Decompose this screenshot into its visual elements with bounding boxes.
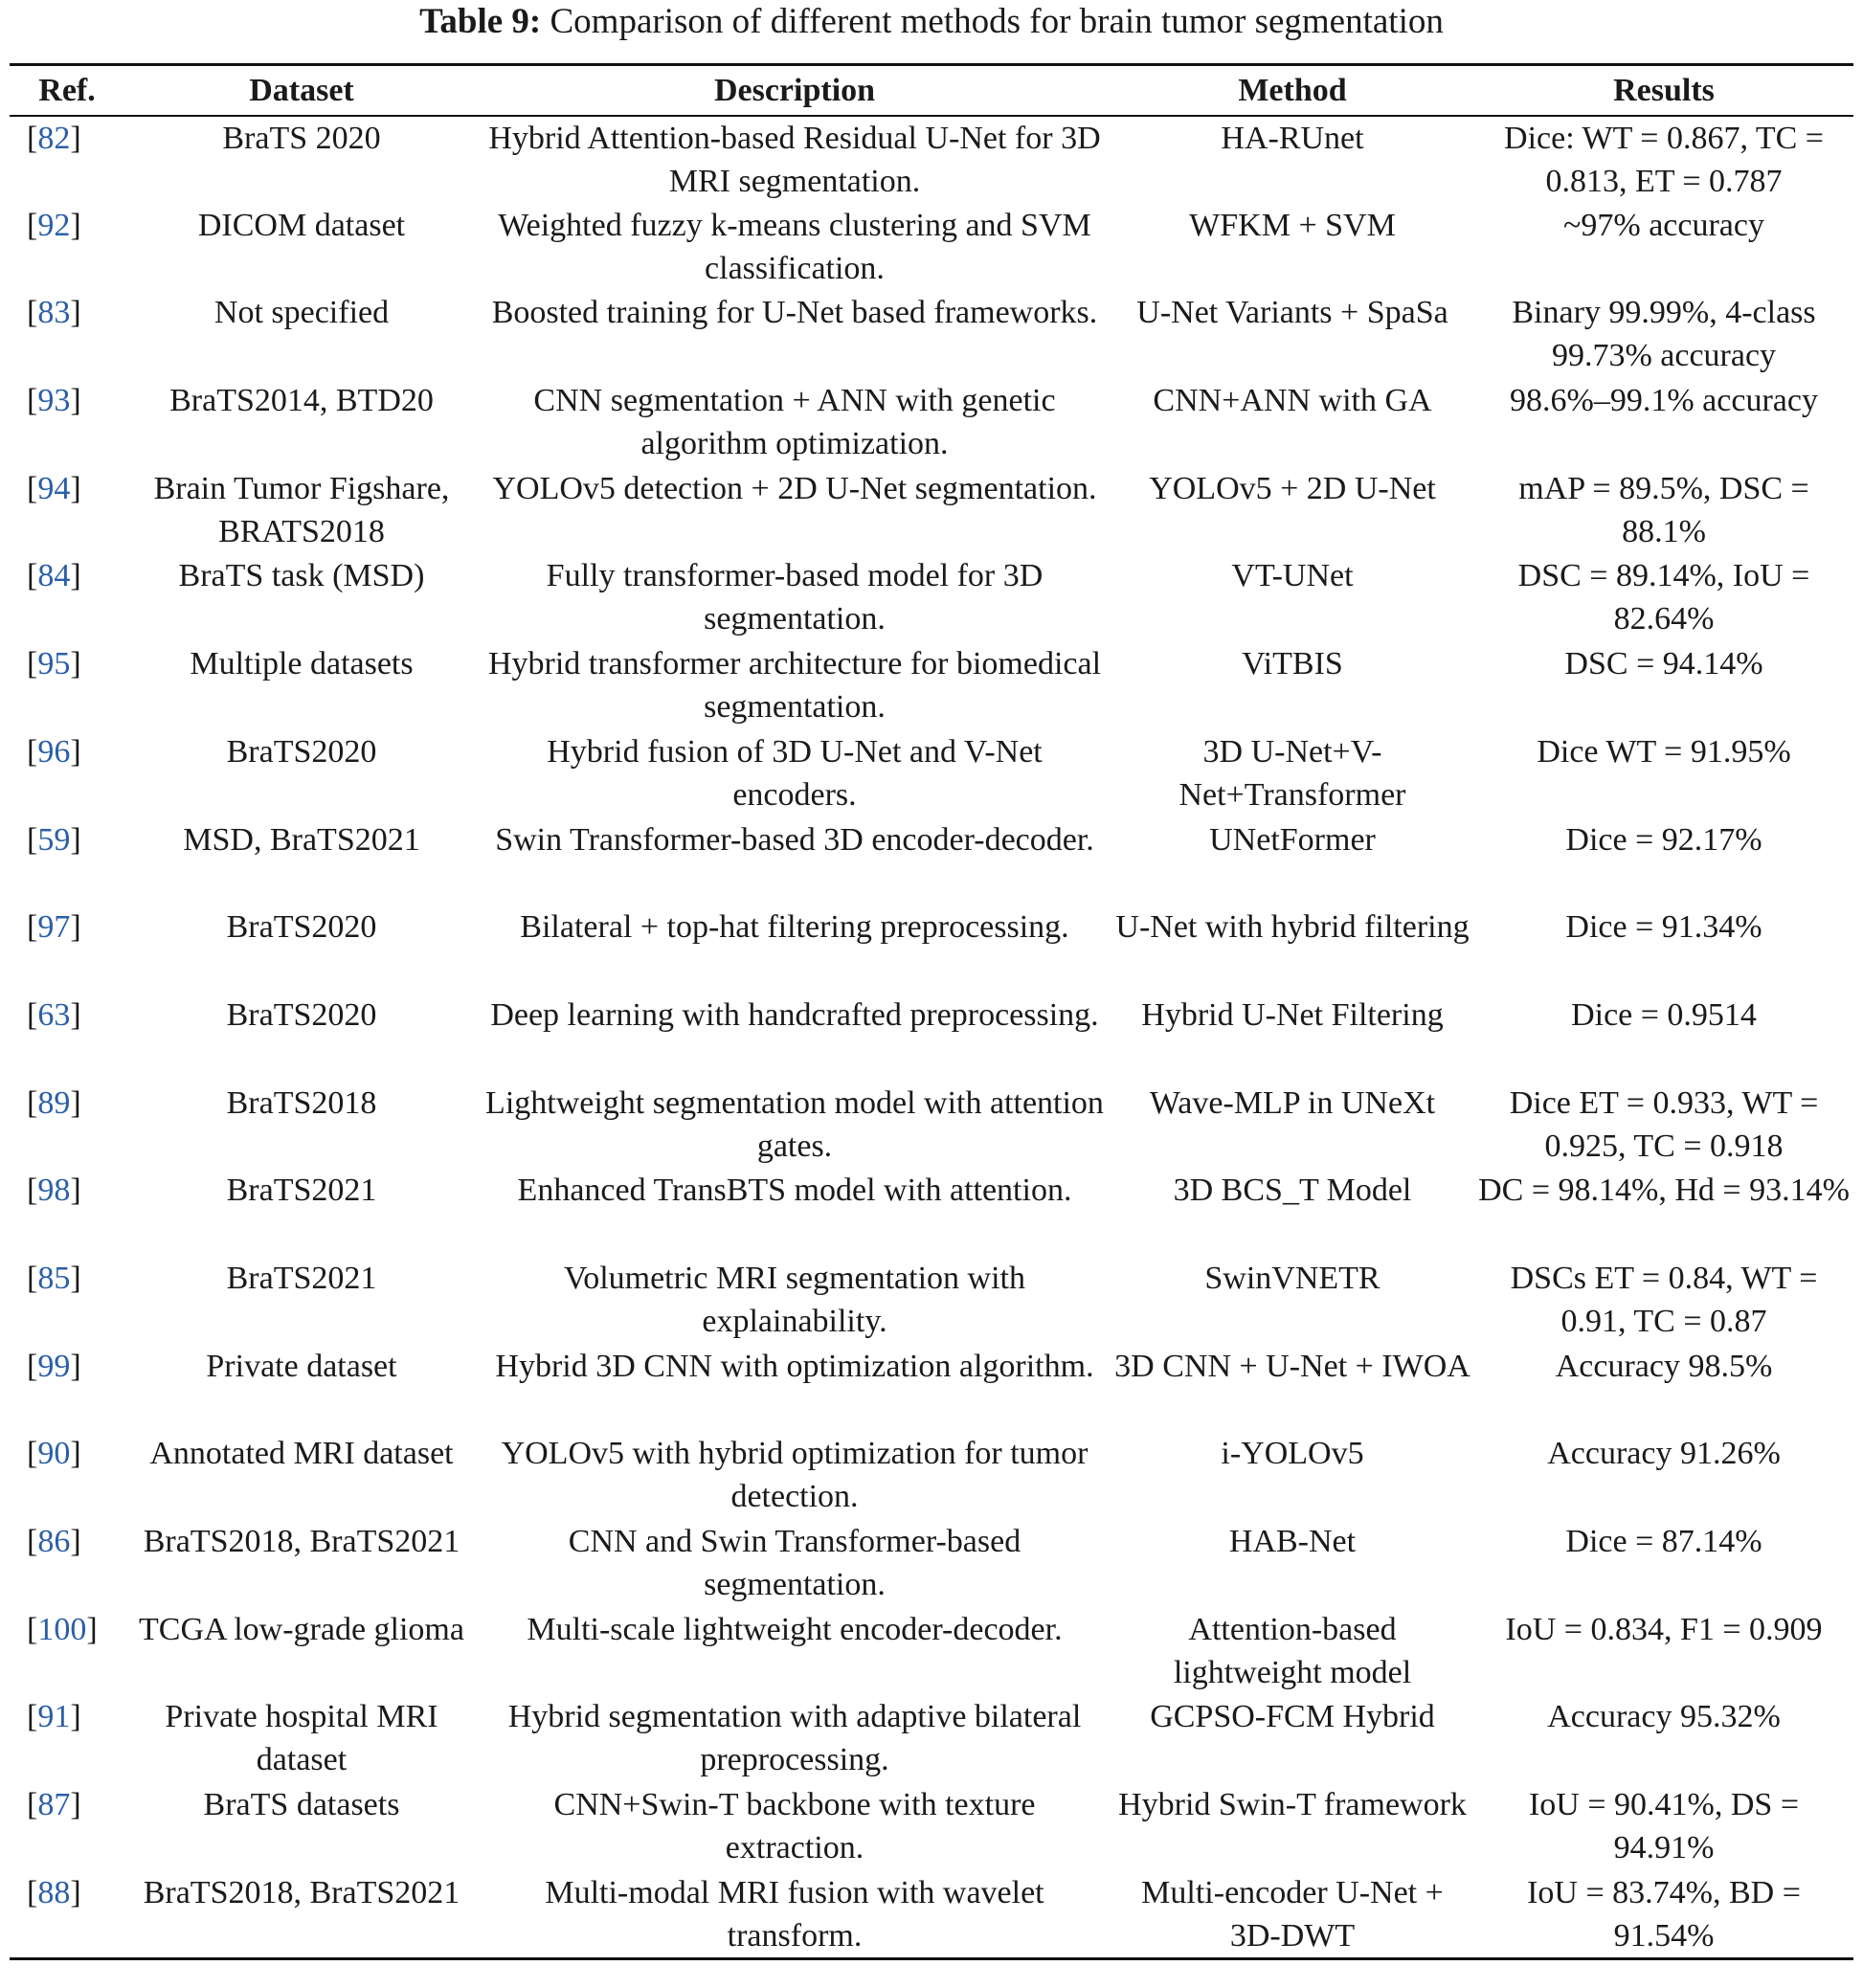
cell-dataset: BraTS 2020 bbox=[222, 121, 381, 156]
cell-ref: [92] bbox=[27, 207, 81, 243]
cell-dataset: MSD, BraTS2021 bbox=[183, 821, 420, 858]
cell-description: Hybrid fusion of 3D U-Net and V-Net encoders. bbox=[547, 733, 1043, 813]
cell-results: IoU = 83.74%, BD = 91.54% bbox=[1527, 1874, 1801, 1954]
cell-ref: [87] bbox=[27, 1787, 81, 1823]
cell-method: Attention-based lightweight model bbox=[1173, 1611, 1412, 1690]
cell-description: CNN+Swin-T backbone with texture extraction. bbox=[553, 1787, 1036, 1866]
cell-results: DSC = 89.14%, IoU = 82.64% bbox=[1517, 558, 1810, 637]
table-row bbox=[10, 116, 1853, 204]
cell-description: Weighted fuzzy k-means clustering and SVM classification. bbox=[498, 207, 1091, 286]
reference-link[interactable]: 99 bbox=[37, 1348, 71, 1384]
cell-dataset: BraTS2020 bbox=[226, 996, 377, 1033]
cell-results: Dice = 92.17% bbox=[1565, 821, 1762, 858]
table-row bbox=[10, 1432, 1853, 1520]
cell-dataset: BraTS2014, BTD20 bbox=[169, 383, 434, 419]
column-header-description: Description bbox=[713, 73, 876, 108]
cell-description: Multi-scale lightweight encoder-decoder. bbox=[527, 1611, 1063, 1647]
cell-results: Dice = 87.14% bbox=[1565, 1524, 1762, 1559]
cell-results: Dice WT = 91.95% bbox=[1537, 733, 1791, 770]
cell-ref: [88] bbox=[27, 1874, 81, 1910]
cell-ref: [63] bbox=[27, 996, 81, 1033]
cell-method: U-Net with hybrid filtering bbox=[1115, 909, 1470, 946]
cell-ref: [89] bbox=[27, 1084, 81, 1121]
table-row bbox=[10, 467, 1853, 555]
table-body bbox=[10, 116, 1853, 1958]
table-row bbox=[10, 554, 1853, 642]
cell-dataset: Not specified bbox=[213, 295, 390, 331]
column-header-results: Results bbox=[1613, 73, 1715, 108]
cell-results: Binary 99.99%, 4-class 99.73% accuracy bbox=[1512, 295, 1816, 374]
cell-dataset: BraTS2021 bbox=[226, 1260, 377, 1296]
reference-link[interactable]: 90 bbox=[37, 1436, 71, 1472]
cell-description: Hybrid Attention-based Residual U-Net for 3D MRI segmentation. bbox=[488, 121, 1101, 199]
reference-link[interactable]: 83 bbox=[37, 295, 71, 331]
cell-method: YOLOv5 + 2D U-Net bbox=[1149, 470, 1436, 506]
reference-link[interactable]: 59 bbox=[37, 821, 71, 858]
cell-method: 3D BCS_T Model bbox=[1173, 1173, 1412, 1209]
cell-results: Dice = 91.34% bbox=[1565, 909, 1762, 946]
cell-method: i-YOLOv5 bbox=[1221, 1436, 1364, 1472]
cell-description: Multi-modal MRI fusion with wavelet transform. bbox=[545, 1874, 1044, 1954]
cell-method: Wave-MLP in UNeXt bbox=[1149, 1084, 1436, 1121]
cell-method: 3D U-Net+V-Net+Transformer bbox=[1178, 733, 1406, 813]
cell-ref: [97] bbox=[27, 909, 81, 946]
cell-method: GCPSO-FCM Hybrid bbox=[1150, 1699, 1435, 1735]
column-header-ref: Ref. bbox=[38, 73, 96, 108]
reference-link[interactable]: 84 bbox=[37, 558, 71, 594]
cell-dataset: Brain Tumor Figshare, BRATS2018 bbox=[153, 470, 450, 549]
cell-method: U-Net Variants + SpaSa bbox=[1136, 295, 1448, 331]
table-row bbox=[10, 1345, 1853, 1433]
cell-description: Bilateral + top-hat filtering preprocessing. bbox=[520, 909, 1069, 946]
reference-link[interactable]: 89 bbox=[37, 1084, 71, 1121]
table-row bbox=[10, 1082, 1853, 1170]
cell-ref: [100] bbox=[27, 1611, 98, 1647]
cell-ref: [90] bbox=[27, 1436, 81, 1472]
reference-link[interactable]: 94 bbox=[37, 470, 71, 506]
cell-description: Hybrid segmentation with adaptive bilateral preprocessing. bbox=[507, 1699, 1082, 1778]
cell-results: Dice: WT = 0.867, TC = 0.813, ET = 0.787 bbox=[1504, 121, 1824, 199]
cell-description: Hybrid transformer architecture for biomedical segmentation. bbox=[487, 646, 1102, 726]
cell-method: WFKM + SVM bbox=[1189, 207, 1396, 243]
cell-results: ~97% accuracy bbox=[1563, 207, 1764, 243]
cell-method: SwinVNETR bbox=[1204, 1260, 1380, 1296]
cell-results: Accuracy 95.32% bbox=[1547, 1699, 1781, 1735]
cell-ref: [86] bbox=[27, 1524, 81, 1559]
comparison-table bbox=[10, 63, 1853, 1960]
cell-results: DSCs ET = 0.84, WT = 0.91, TC = 0.87 bbox=[1510, 1260, 1818, 1339]
cell-method: VT-UNet bbox=[1231, 558, 1354, 594]
cell-dataset: TCGA low-grade glioma bbox=[139, 1611, 464, 1647]
cell-ref: [85] bbox=[27, 1260, 81, 1296]
cell-dataset: Multiple datasets bbox=[190, 646, 414, 682]
cell-results: IoU = 0.834, F1 = 0.909 bbox=[1505, 1611, 1823, 1647]
cell-method: Multi-encoder U-Net + 3D-DWT bbox=[1141, 1874, 1444, 1954]
cell-dataset: Private dataset bbox=[206, 1348, 397, 1384]
reference-link[interactable]: 88 bbox=[37, 1874, 71, 1910]
cell-method: HA-RUnet bbox=[1221, 121, 1364, 156]
cell-description: YOLOv5 with hybrid optimization for tumor detection. bbox=[501, 1436, 1089, 1515]
cell-description: CNN segmentation + ANN with genetic algorithm optimization. bbox=[533, 383, 1056, 462]
table-row bbox=[10, 1871, 1853, 1959]
cell-method: ViTBIS bbox=[1242, 646, 1343, 682]
reference-link[interactable]: 98 bbox=[37, 1173, 71, 1209]
table-header-row bbox=[10, 65, 1853, 117]
cell-results: Accuracy 91.26% bbox=[1547, 1436, 1781, 1472]
table-row bbox=[10, 1695, 1853, 1783]
table-row bbox=[10, 994, 1853, 1082]
table-caption-text: Comparison of different methods for brain tumor segmentation bbox=[541, 2, 1444, 41]
cell-method: 3D CNN + U-Net + IWOA bbox=[1114, 1348, 1470, 1384]
table-row bbox=[10, 818, 1853, 906]
cell-description: Enhanced TransBTS model with attention. bbox=[517, 1173, 1072, 1209]
cell-description: Lightweight segmentation model with attention gates. bbox=[485, 1084, 1104, 1164]
table-row bbox=[10, 291, 1853, 379]
cell-description: Fully transformer-based model for 3D segmentation. bbox=[546, 558, 1044, 637]
cell-dataset: BraTS2020 bbox=[226, 733, 377, 770]
table-row bbox=[10, 1783, 1853, 1871]
table-row bbox=[10, 905, 1853, 994]
cell-dataset: BraTS2021 bbox=[226, 1173, 377, 1209]
cell-dataset: BraTS task (MSD) bbox=[178, 558, 425, 594]
reference-link[interactable]: 95 bbox=[37, 646, 71, 682]
reference-link[interactable]: 86 bbox=[37, 1524, 71, 1559]
cell-results: IoU = 90.41%, DS = 94.91% bbox=[1528, 1787, 1799, 1866]
cell-ref: [59] bbox=[27, 821, 81, 858]
cell-description: YOLOv5 detection + 2D U-Net segmentation. bbox=[492, 470, 1097, 506]
table-row bbox=[10, 379, 1853, 467]
cell-description: Swin Transformer-based 3D encoder-decoder. bbox=[495, 821, 1094, 858]
cell-method: Hybrid U-Net Filtering bbox=[1141, 996, 1444, 1033]
table-row bbox=[10, 1169, 1853, 1257]
cell-ref: [82] bbox=[27, 121, 81, 156]
cell-dataset: Private hospital MRI dataset bbox=[165, 1699, 438, 1778]
cell-results: 98.6%–99.1% accuracy bbox=[1510, 383, 1818, 419]
cell-method: CNN+ANN with GA bbox=[1153, 383, 1432, 419]
cell-results: DSC = 94.14% bbox=[1564, 646, 1763, 682]
table-row bbox=[10, 642, 1853, 730]
reference-link[interactable]: 91 bbox=[37, 1699, 71, 1735]
table-row bbox=[10, 1608, 1853, 1696]
cell-method: Hybrid Swin-T framework bbox=[1118, 1787, 1467, 1823]
reference-link[interactable]: 93 bbox=[37, 383, 71, 419]
table-row bbox=[10, 730, 1853, 818]
cell-dataset: BraTS2020 bbox=[226, 909, 377, 946]
cell-dataset: DICOM dataset bbox=[197, 207, 406, 243]
cell-results: DC = 98.14%, Hd = 93.14% bbox=[1478, 1173, 1850, 1209]
cell-ref: [96] bbox=[27, 733, 81, 770]
reference-link[interactable]: 85 bbox=[37, 1260, 71, 1296]
column-header-dataset: Dataset bbox=[249, 73, 354, 108]
cell-ref: [98] bbox=[27, 1173, 81, 1209]
table-row bbox=[10, 204, 1853, 292]
reference-link[interactable]: 97 bbox=[37, 909, 71, 946]
cell-description: Boosted training for U-Net based frameworks. bbox=[491, 295, 1098, 331]
cell-ref: [95] bbox=[27, 646, 81, 682]
reference-link[interactable]: 96 bbox=[37, 733, 71, 770]
cell-dataset: BraTS2018 bbox=[226, 1084, 377, 1121]
cell-dataset: BraTS2018, BraTS2021 bbox=[143, 1874, 460, 1910]
table-row bbox=[10, 1257, 1853, 1345]
cell-description: CNN and Swin Transformer-based segmentation. bbox=[568, 1524, 1021, 1602]
cell-results: Dice = 0.9514 bbox=[1571, 996, 1757, 1033]
reference-link[interactable]: 100 bbox=[37, 1611, 87, 1647]
cell-description: Deep learning with handcrafted preprocessing. bbox=[490, 996, 1099, 1033]
cell-description: Hybrid 3D CNN with optimization algorithm. bbox=[495, 1348, 1094, 1384]
cell-results: mAP = 89.5%, DSC = 88.1% bbox=[1518, 470, 1809, 549]
cell-results: Accuracy 98.5% bbox=[1555, 1348, 1773, 1384]
cell-ref: [93] bbox=[27, 383, 81, 419]
cell-ref: [84] bbox=[27, 558, 81, 594]
table-row bbox=[10, 1520, 1853, 1608]
cell-dataset: Annotated MRI dataset bbox=[149, 1436, 454, 1472]
cell-results: Dice ET = 0.933, WT = 0.925, TC = 0.918 bbox=[1509, 1084, 1819, 1164]
cell-ref: [99] bbox=[27, 1348, 81, 1384]
cell-method: HAB-Net bbox=[1228, 1524, 1357, 1559]
reference-link[interactable]: 82 bbox=[37, 121, 71, 156]
reference-link[interactable]: 63 bbox=[37, 996, 71, 1033]
cell-dataset: BraTS2018, BraTS2021 bbox=[143, 1524, 460, 1559]
table-caption bbox=[10, 0, 1853, 50]
table-caption-label: Table 9: bbox=[419, 2, 542, 41]
reference-link[interactable]: 92 bbox=[37, 207, 71, 243]
cell-method: UNetFormer bbox=[1209, 821, 1376, 858]
cell-dataset: BraTS datasets bbox=[203, 1787, 400, 1823]
cell-ref: [83] bbox=[27, 295, 81, 331]
cell-ref: [94] bbox=[27, 470, 81, 506]
reference-link[interactable]: 87 bbox=[37, 1787, 71, 1823]
column-header-method: Method bbox=[1238, 73, 1347, 108]
cell-description: Volumetric MRI segmentation with explainability. bbox=[564, 1260, 1025, 1339]
cell-ref: [91] bbox=[27, 1699, 81, 1735]
